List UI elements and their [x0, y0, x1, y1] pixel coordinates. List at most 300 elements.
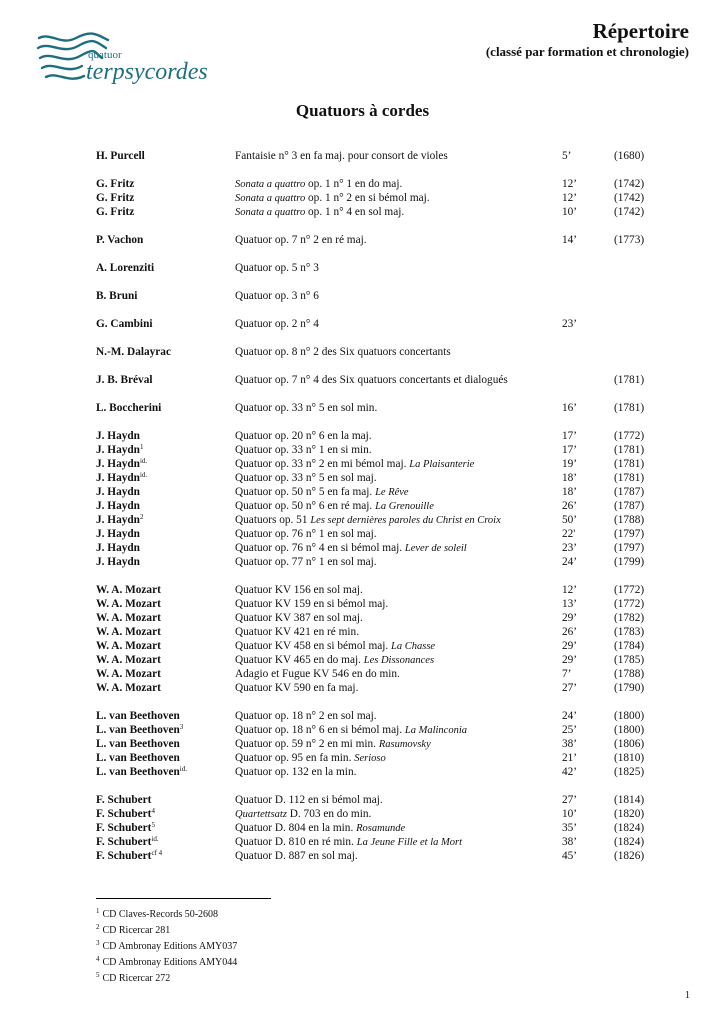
work-title — [235, 527, 377, 541]
composer-name — [96, 667, 161, 681]
work-text: Quatuor op. 50 n° 5 en fa maj. — [235, 486, 376, 498]
footnote-text: CD Ricercar 272 — [102, 973, 171, 984]
duration: 25’ — [562, 724, 578, 736]
composition-year: (1772) — [614, 584, 645, 596]
work-title — [235, 485, 409, 500]
composer-name — [96, 751, 180, 765]
composition-year: (1788) — [614, 668, 645, 680]
composer-label: A. Lorenziti — [96, 262, 155, 274]
duration: 29’ — [562, 612, 578, 624]
composer-name — [96, 485, 140, 499]
work-text: Quatuor op. 7 n° 4 des Six quatuors concertants et dialogués — [235, 374, 508, 386]
composition-year: (1782) — [614, 612, 645, 624]
composition-year: (1790) — [614, 682, 645, 694]
composer-name — [96, 541, 140, 555]
composer-name — [96, 149, 145, 163]
footnote-text: CD Ambronay Editions AMY037 — [102, 941, 238, 952]
composition-year: (1742) — [614, 178, 645, 190]
work-title — [235, 653, 434, 668]
work-text: Quatuors op. 51 — [235, 514, 311, 526]
work-title — [235, 373, 508, 387]
composer-name — [96, 849, 162, 863]
work-title — [235, 401, 377, 415]
footnote-ref: cf 4 — [151, 849, 163, 857]
work-text: Quatuor KV 590 en fa maj. — [235, 682, 359, 694]
repertoire-row — [96, 443, 656, 457]
work-text: Quatuor op. 18 n° 2 en sol maj. — [235, 710, 377, 722]
repertoire-row — [96, 709, 656, 723]
footnotes — [96, 907, 237, 987]
composer-name — [96, 177, 134, 191]
footnote-text: CD Ambronay Editions AMY044 — [102, 957, 238, 968]
work-title — [235, 681, 358, 695]
work-text: Quatuor op. 59 n° 2 en mi min. — [235, 738, 379, 750]
duration: 45’ — [562, 850, 578, 862]
repertoire-row — [96, 653, 656, 667]
composition-year: (1787) — [614, 500, 645, 512]
work-title — [235, 261, 319, 275]
composer-label: W. A. Mozart — [96, 612, 161, 624]
work-text: Quatuor D. 887 en sol maj. — [235, 850, 358, 862]
composer-label: J. Haydn — [96, 472, 140, 484]
work-text: Quatuor KV 421 en ré min. — [235, 626, 360, 638]
footnote-ref: 4 — [151, 807, 155, 815]
work-nickname: La Plaisanterie — [409, 459, 475, 470]
footnote-number: 4 — [96, 955, 100, 963]
work-text: D. 703 en do min. — [286, 808, 372, 820]
composer-group — [96, 149, 656, 163]
composer-label: W. A. Mozart — [96, 668, 161, 680]
work-nickname: Lever de soleil — [404, 543, 467, 554]
composer-group — [96, 233, 656, 247]
repertoire-row — [96, 429, 656, 443]
composer-name — [96, 373, 152, 387]
work-text: Quatuor D. 810 en ré min. — [235, 836, 357, 848]
composer-label: J. Haydn — [96, 500, 140, 512]
work-title — [235, 177, 402, 192]
footnote-number: 2 — [96, 923, 100, 931]
footnote-number: 3 — [96, 939, 100, 947]
work-text: Quatuor KV 156 en sol maj. — [235, 584, 363, 596]
composer-group — [96, 289, 656, 303]
work-nickname: La Grenouille — [375, 501, 434, 512]
composition-year: (1824) — [614, 822, 645, 834]
repertoire-row — [96, 583, 656, 597]
composer-group — [96, 177, 656, 219]
composer-name — [96, 723, 183, 737]
repertoire-row — [96, 765, 656, 779]
composer-group — [96, 709, 656, 779]
duration: 12’ — [562, 192, 578, 204]
duration: 27’ — [562, 682, 578, 694]
work-nickname: Rasumovsky — [378, 739, 431, 750]
composition-year: (1825) — [614, 766, 645, 778]
composition-year: (1800) — [614, 724, 645, 736]
repertoire-row — [96, 289, 656, 303]
duration: 19’ — [562, 458, 578, 470]
svg-text:quatuor: quatuor — [88, 49, 122, 61]
work-nickname: La Chasse — [391, 641, 436, 652]
composition-year: (1826) — [614, 850, 645, 862]
duration: 26’ — [562, 500, 578, 512]
duration: 21’ — [562, 752, 578, 764]
footnote-item — [96, 923, 237, 939]
composer-name — [96, 345, 171, 359]
repertoire-list — [96, 149, 656, 877]
composer-name — [96, 681, 161, 695]
work-title — [235, 443, 372, 457]
composition-year: (1781) — [614, 444, 645, 456]
footnote-ref: id. — [139, 471, 148, 479]
footnote-ref: 1 — [139, 443, 144, 451]
work-text: Quatuor op. 2 n° 4 — [235, 318, 319, 330]
work-nickname: Les Dissonances — [363, 655, 435, 666]
repertoire-row — [96, 807, 656, 821]
repertoire-row — [96, 191, 656, 205]
footnote-item — [96, 907, 237, 923]
work-text: Quatuor KV 465 en do maj. — [235, 654, 364, 666]
footnote-ref: id. — [151, 835, 159, 843]
composer-group — [96, 317, 656, 331]
work-title — [235, 765, 356, 779]
work-nickname: Les sept dernières paroles du Christ en Croix — [310, 515, 501, 526]
composer-name — [96, 289, 137, 303]
repertoire-row — [96, 401, 656, 415]
composer-name — [96, 317, 153, 331]
composer-name — [96, 639, 161, 653]
repertoire-row — [96, 723, 656, 737]
composer-label: L. van Beethoven — [96, 710, 180, 722]
work-title — [235, 429, 372, 443]
page-number: 1 — [685, 990, 690, 1001]
composer-name — [96, 821, 155, 835]
composer-name — [96, 765, 187, 779]
composition-year: (1820) — [614, 808, 645, 820]
work-text: Quatuor op. 76 n° 1 en sol maj. — [235, 528, 377, 540]
work-text: Quatuor op. 76 n° 4 en si bémol maj. — [235, 542, 405, 554]
composer-name — [96, 457, 147, 471]
composition-year: (1810) — [614, 752, 645, 764]
duration: 10’ — [562, 808, 578, 820]
composition-year: (1742) — [614, 192, 645, 204]
footnote-ref: id. — [139, 457, 148, 465]
work-title — [235, 345, 451, 359]
composer-name — [96, 261, 154, 275]
duration: 26’ — [562, 626, 578, 638]
repertoire-row — [96, 527, 656, 541]
repertoire-row — [96, 793, 656, 807]
work-title — [235, 611, 363, 625]
composer-label: J. B. Bréval — [96, 374, 153, 386]
composition-year: (1772) — [614, 598, 645, 610]
composer-label: W. A. Mozart — [96, 654, 161, 666]
composer-label: L. van Beethoven — [96, 724, 180, 736]
composer-group — [96, 261, 656, 275]
duration: 14’ — [562, 234, 578, 246]
composer-label: F. Schubert — [96, 822, 152, 834]
footnote-text: CD Ricercar 281 — [102, 925, 171, 936]
work-text: Quatuor op. 33 n° 5 en sol maj. — [235, 472, 377, 484]
footnote-item — [96, 955, 237, 971]
composer-name — [96, 597, 161, 611]
composer-name — [96, 653, 161, 667]
logo-swirl-icon — [36, 30, 236, 90]
duration: 27’ — [562, 794, 578, 806]
work-nickname: Sonata a quattro — [235, 207, 306, 218]
work-title — [235, 317, 319, 331]
work-text: Quatuor op. 77 n° 1 en sol maj. — [235, 556, 377, 568]
repertoire-row — [96, 345, 656, 359]
work-nickname: La Jeune Fille et la Mort — [356, 837, 463, 848]
composition-year: (1784) — [614, 640, 645, 652]
work-text: Fantaisie n° 3 en fa maj. pour consort de violes — [235, 150, 448, 162]
composer-name — [96, 625, 161, 639]
repertoire-row — [96, 639, 656, 653]
work-nickname: La Malinconia — [404, 725, 467, 736]
work-text: Quatuor KV 159 en si bémol maj. — [235, 598, 389, 610]
work-title — [235, 709, 377, 723]
work-title — [235, 667, 400, 681]
work-text: Quatuor op. 18 n° 6 en si bémol maj. — [235, 724, 405, 736]
duration: 24’ — [562, 710, 578, 722]
work-title — [235, 541, 467, 556]
repertoire-row — [96, 751, 656, 765]
repertoire-row — [96, 485, 656, 499]
work-nickname: Quartettsatz — [235, 809, 287, 820]
duration: 42’ — [562, 766, 578, 778]
work-title — [235, 191, 430, 206]
repertoire-row — [96, 317, 656, 331]
footnote-ref: 5 — [151, 821, 155, 829]
footnote-rule — [96, 898, 271, 899]
composer-name — [96, 513, 143, 527]
work-title — [235, 457, 474, 472]
repertoire-row — [96, 261, 656, 275]
work-text: Quatuor KV 458 en si bémol maj. — [235, 640, 392, 652]
repertoire-row — [96, 149, 656, 163]
work-text: Quatuor op. 33 n° 5 en sol min. — [235, 402, 378, 414]
work-text: Quatuor KV 387 en sol maj. — [235, 612, 363, 624]
composer-label: G. Fritz — [96, 192, 135, 204]
composer-label: F. Schubert — [96, 836, 152, 848]
page-header — [486, 18, 689, 60]
composer-label: H. Purcell — [96, 150, 145, 162]
work-text: Quatuor D. 112 en si bémol maj. — [235, 794, 383, 806]
composer-label: J. Haydn — [96, 430, 140, 442]
composition-year: (1773) — [614, 234, 645, 246]
work-text: op. 1 n° 4 en sol maj. — [305, 206, 405, 218]
duration: 24’ — [562, 556, 578, 568]
composer-name — [96, 807, 155, 821]
composer-name — [96, 205, 134, 219]
duration: 50’ — [562, 514, 578, 526]
duration: 12’ — [562, 178, 578, 190]
work-nickname: Sonata a quattro — [235, 179, 306, 190]
duration: 35’ — [562, 822, 578, 834]
composer-label: J. Haydn — [96, 528, 140, 540]
duration: 17’ — [562, 430, 578, 442]
repertoire-row — [96, 373, 656, 387]
composer-label: W. A. Mozart — [96, 598, 161, 610]
footnote-item — [96, 971, 237, 987]
composition-year: (1783) — [614, 626, 645, 638]
composer-label: G. Fritz — [96, 206, 135, 218]
composer-name — [96, 555, 140, 569]
composer-label: G. Fritz — [96, 178, 135, 190]
composer-label: L. Boccherini — [96, 402, 162, 414]
composer-name — [96, 527, 140, 541]
work-text: op. 1 n° 2 en si bémol maj. — [305, 192, 430, 204]
composer-group — [96, 401, 656, 415]
work-title — [235, 471, 377, 485]
composer-name — [96, 191, 134, 205]
duration: 23’ — [562, 542, 578, 554]
work-title — [235, 835, 462, 850]
composition-year: (1680) — [614, 150, 645, 162]
repertoire-row — [96, 233, 656, 247]
work-text: Quatuor op. 50 n° 6 en ré maj. — [235, 500, 376, 512]
work-text: Quatuor op. 132 en la min. — [235, 766, 357, 778]
composer-label: J. Haydn — [96, 486, 140, 498]
repertoire-row — [96, 471, 656, 485]
footnote-ref: 2 — [139, 513, 144, 521]
composer-label: B. Bruni — [96, 290, 138, 302]
repertoire-row — [96, 625, 656, 639]
work-text: Quatuor op. 5 n° 3 — [235, 262, 319, 274]
repertoire-row — [96, 681, 656, 695]
work-text: Quatuor op. 7 n° 2 en ré maj. — [235, 234, 367, 246]
composition-year: (1799) — [614, 556, 645, 568]
work-title — [235, 289, 319, 303]
composition-year: (1824) — [614, 836, 645, 848]
composer-name — [96, 401, 161, 415]
duration: 18’ — [562, 472, 578, 484]
composer-label: F. Schubert — [96, 850, 152, 862]
duration: 29’ — [562, 640, 578, 652]
composition-year: (1797) — [614, 528, 645, 540]
composer-name — [96, 443, 143, 457]
duration: 16’ — [562, 402, 578, 414]
work-nickname: Rosamunde — [356, 823, 406, 834]
repertoire-row — [96, 457, 656, 471]
work-title — [235, 597, 388, 611]
composition-year: (1814) — [614, 794, 645, 806]
repertoire-row — [96, 611, 656, 625]
work-title — [235, 583, 363, 597]
repertoire-row — [96, 737, 656, 751]
composition-year: (1781) — [614, 374, 645, 386]
repertoire-row — [96, 555, 656, 569]
repertoire-row — [96, 513, 656, 527]
composer-label: F. Schubert — [96, 808, 152, 820]
duration: 22' — [562, 528, 576, 540]
work-text: Adagio et Fugue KV 546 en do min. — [235, 668, 400, 680]
composition-year: (1781) — [614, 402, 645, 414]
composer-group — [96, 373, 656, 387]
composer-label: J. Haydn — [96, 556, 140, 568]
composer-label: W. A. Mozart — [96, 584, 161, 596]
composition-year: (1742) — [614, 206, 645, 218]
repertoire-row — [96, 541, 656, 555]
duration: 10’ — [562, 206, 578, 218]
composer-label: G. Cambini — [96, 318, 153, 330]
duration: 7’ — [562, 668, 572, 680]
composer-name — [96, 499, 140, 513]
composition-year: (1797) — [614, 542, 645, 554]
repertoire-row — [96, 849, 656, 863]
duration: 38’ — [562, 738, 578, 750]
section-title: Quatuors à cordes — [295, 101, 430, 120]
work-title — [235, 639, 435, 654]
composition-year: (1772) — [614, 430, 645, 442]
work-title — [235, 233, 367, 247]
composer-name — [96, 709, 180, 723]
work-text: Quatuor D. 804 en la min. — [235, 822, 357, 834]
work-title — [235, 751, 386, 766]
composer-label: L. van Beethoven — [96, 738, 180, 750]
work-nickname: Serioso — [354, 753, 386, 764]
quatuor-terpsycordes-logo — [36, 30, 236, 90]
duration: 17’ — [562, 444, 578, 456]
composer-label: J. Haydn — [96, 458, 140, 470]
duration: 38’ — [562, 836, 578, 848]
composer-label: W. A. Mozart — [96, 626, 161, 638]
work-title — [235, 513, 501, 528]
duration: 12’ — [562, 584, 578, 596]
work-title — [235, 793, 383, 807]
composer-name — [96, 737, 180, 751]
work-title — [235, 149, 448, 163]
repertoire-row — [96, 667, 656, 681]
work-title — [235, 625, 359, 639]
repertoire-row — [96, 499, 656, 513]
footnote-ref: id. — [179, 765, 187, 773]
work-nickname: Sonata a quattro — [235, 193, 306, 204]
composition-year: (1800) — [614, 710, 645, 722]
composer-name — [96, 835, 159, 849]
duration: 23’ — [562, 318, 578, 330]
composer-label: N.-M. Dalayrac — [96, 346, 171, 358]
work-nickname: Le Rêve — [375, 487, 409, 498]
work-title — [235, 821, 405, 836]
composer-label: P. Vachon — [96, 234, 144, 246]
work-title — [235, 499, 434, 514]
composer-label: F. Schubert — [96, 794, 152, 806]
work-text: Quatuor op. 3 n° 6 — [235, 290, 319, 302]
repertoire-row — [96, 821, 656, 835]
work-text: Quatuor op. 33 n° 1 en si min. — [235, 444, 372, 456]
footnote-text: CD Claves-Records 50-2608 — [102, 909, 219, 920]
composition-year: (1785) — [614, 654, 645, 666]
work-title — [235, 555, 377, 569]
page-subtitle: (classé par formation et chronologie) — [485, 44, 689, 59]
composer-name — [96, 583, 161, 597]
composer-name — [96, 429, 140, 443]
composer-group — [96, 345, 656, 359]
repertoire-row — [96, 835, 656, 849]
composition-year: (1781) — [614, 458, 645, 470]
work-text: op. 1 n° 1 en do maj. — [305, 178, 403, 190]
svg-text:terpsycordes: terpsycordes — [86, 59, 208, 85]
duration: 13’ — [562, 598, 578, 610]
work-title — [235, 807, 371, 822]
work-title — [235, 849, 358, 863]
composition-year: (1788) — [614, 514, 645, 526]
repertoire-row — [96, 205, 656, 219]
footnote-number: 5 — [96, 971, 100, 979]
composer-group — [96, 429, 656, 569]
composer-name — [96, 611, 161, 625]
